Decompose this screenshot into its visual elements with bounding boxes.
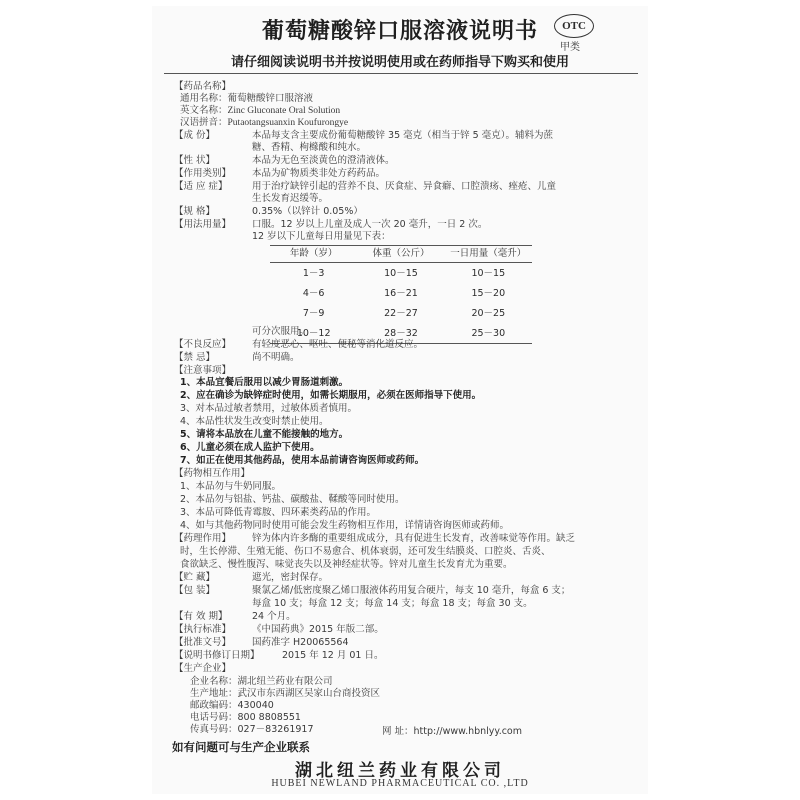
- english-name-value: Zinc Gluconate Oral Solution: [227, 106, 341, 116]
- list-item: 4、如与其他药物同时使用可能会发生药物相互作用，详情请咨询医师或药师。: [180, 520, 510, 531]
- table-row: [270, 286, 532, 301]
- pinyin-value: Putaotangsuanxin Koufurongye: [227, 118, 349, 128]
- company-name-value: 湖北纽兰药业有限公司: [237, 676, 333, 687]
- category-value: 本品为矿物质类非处方药药品。: [252, 168, 386, 179]
- list-item: 3、对本品过敏者禁用，过敏体质者慎用。: [180, 403, 358, 414]
- usage-row: [174, 219, 487, 231]
- company-name-label: 企业名称：: [190, 676, 238, 687]
- properties-row: [174, 155, 395, 167]
- interactions-label: 【药物相互作用】: [174, 468, 251, 479]
- precautions-label: 【注意事项】: [174, 365, 232, 376]
- composition-line2: 糖、香精、枸橼酸和纯水。: [252, 142, 367, 153]
- web-row: [382, 726, 522, 738]
- list-item: 6、儿童必须在成人监护下使用。: [180, 442, 320, 453]
- storage-row: [174, 572, 328, 584]
- indications-line1: 用于治疗缺锌引起的营养不良、厌食症、异食癖、口腔溃疡、痤疮、儿童: [252, 181, 557, 192]
- properties-label: 【性 状】: [174, 155, 216, 166]
- list-item: 7、如正在使用其他药品，使用本品前请咨询医师或药师。: [180, 455, 425, 466]
- address-label: 生产地址：: [190, 688, 238, 699]
- table-cell: 20－25: [471, 308, 506, 319]
- spec-row: [174, 206, 363, 218]
- standard-label: 【执行标准】: [174, 624, 232, 635]
- company-name-english: HUBEI NEWLAND PHARMACEUTICAL CO. ,LTD: [271, 778, 529, 789]
- pharmacology-line3: 食欲缺乏、慢性腹泻、味觉丧失以及神经症状等。锌对儿童生长发育尤为重要。: [180, 559, 513, 570]
- generic-name-value: 葡萄糖酸锌口服溶液: [227, 93, 314, 104]
- usage-label: 【用法用量】: [174, 219, 232, 230]
- approval-row: [174, 637, 349, 649]
- list-item: 2、应在确诊为缺锌症时使用，如需长期服用，必须在医师指导下使用。: [180, 390, 482, 401]
- approval-value: 国药准字 H20065564: [252, 637, 349, 648]
- revision-value: 2015 年 12 月 01 日。: [282, 650, 384, 661]
- pinyin-row: [180, 117, 348, 129]
- spec-label: 【规 格】: [174, 206, 216, 217]
- header-weight: 体重（公斤）: [372, 248, 430, 259]
- otc-class-label: 甲类: [560, 42, 580, 53]
- list-item: 1、本品勿与牛奶同服。: [180, 481, 282, 492]
- list-item: 3、本品可降低青霉胺、四环素类药品的作用。: [180, 507, 377, 518]
- spec-value: 0.35%（以锌计 0.05%）: [252, 206, 363, 217]
- fax-row: [190, 724, 314, 736]
- adverse-value: 有轻度恶心、呕吐、便秘等消化道反应。: [252, 339, 424, 350]
- english-name-row: [180, 105, 340, 117]
- validity-label: 【有 效 期】: [174, 611, 228, 622]
- dosage-table-header: [270, 246, 532, 263]
- header-age: 年龄（岁）: [289, 248, 338, 259]
- generic-name-label: 通用名称：: [180, 93, 228, 104]
- list-item: 5、请将本品放在儿童不能接触的地方。: [180, 429, 349, 440]
- table-cell: 22－27: [384, 308, 418, 319]
- generic-name-row: [180, 93, 313, 105]
- address-value: 武汉市东西湖区吴家山台商投资区: [237, 688, 381, 699]
- fax-label: 传真号码：: [190, 724, 238, 735]
- contra-value: 尚不明确。: [252, 352, 300, 363]
- pinyin-label: 汉语拼音：: [180, 117, 228, 128]
- approval-label: 【批准文号】: [174, 637, 232, 648]
- properties-value: 本品为无色至淡黄色的澄清液体。: [252, 155, 395, 166]
- revision-row: [174, 650, 383, 662]
- leaflet-page: [152, 6, 648, 794]
- table-cell: 10－12: [296, 328, 331, 339]
- phone-row: [190, 712, 301, 724]
- table-cell: 4－6: [302, 288, 325, 299]
- package-line2: 每盒 10 支；每盒 12 支；每盒 14 支；每盒 18 支；每盒 30 支。: [252, 598, 533, 609]
- usage-after-table: 可分次服用。: [252, 326, 310, 337]
- zip-value: 430040: [237, 700, 274, 711]
- list-item: 1、本品宜餐后服用以减少胃肠道刺激。: [180, 377, 349, 388]
- standard-value: 《中国药典》2015 年版二部。: [252, 624, 384, 635]
- category-row: [174, 168, 385, 180]
- usage-line1: 口服。12 岁以上儿童及成人一次 20 毫升，一日 2 次。: [252, 219, 488, 230]
- pharmacology-row: [174, 533, 575, 545]
- company-name-footer: 湖北纽兰药业有限公司: [295, 761, 505, 781]
- storage-value: 遮光，密封保存。: [252, 572, 329, 583]
- manufacturer-label: 【生产企业】: [174, 663, 232, 674]
- composition-line1: 本品每支含主要成份葡萄糖酸锌 35 毫克（相当于锌 5 毫克）。辅料为蔗: [252, 130, 553, 141]
- zip-row: [190, 700, 274, 712]
- indications-row: [174, 181, 556, 193]
- english-name-label: 英文名称：: [180, 105, 228, 116]
- phone-label: 电话号码：: [190, 712, 238, 723]
- table-cell: 1－3: [302, 268, 325, 279]
- list-item: 4、本品性状发生改变时禁止使用。: [180, 416, 329, 427]
- validity-row: [174, 611, 296, 623]
- table-cell: 10－15: [384, 268, 418, 279]
- zip-label: 邮政编码：: [190, 700, 238, 711]
- fax-value: 027－83261917: [237, 724, 314, 735]
- standard-row: [174, 624, 384, 636]
- storage-label: 【贮 藏】: [174, 572, 216, 583]
- contra-label: 【禁 忌】: [174, 352, 216, 363]
- pharmacology-line1: 锌为体内许多酶的重要组成成分，具有促进生长发育，改善味觉等作用。缺乏: [252, 533, 576, 544]
- composition-label: 【成 份】: [174, 130, 216, 141]
- leaflet-title: 葡萄糖酸锌口服溶液说明书: [261, 19, 538, 44]
- composition-row: [174, 130, 553, 142]
- revision-label: 【说明书修订日期】: [174, 650, 260, 661]
- table-cell: 7－9: [302, 308, 325, 319]
- table-row: [270, 266, 532, 281]
- phone-value: 800 8808551: [237, 712, 301, 723]
- leaflet-subtitle: 请仔细阅读说明书并按说明使用或在药师指导下购买和使用: [230, 55, 569, 70]
- table-cell: 16－21: [384, 288, 418, 299]
- address-row: [190, 688, 380, 700]
- table-cell: 28－32: [384, 328, 418, 339]
- indications-label: 【适 应 症】: [174, 181, 228, 192]
- package-label: 【包 装】: [174, 585, 216, 596]
- section-drug-name: 【药品名称】: [174, 81, 232, 92]
- package-row: [174, 585, 570, 597]
- top-divider: [164, 73, 638, 74]
- table-cell: 15－20: [471, 288, 506, 299]
- dosage-table: [270, 245, 532, 344]
- contra-row: [174, 352, 300, 364]
- usage-line2: 12 岁以下儿童每日用量见下表：: [252, 231, 391, 242]
- contact-note: 如有问题可与生产企业联系: [172, 740, 310, 754]
- company-name-row: [190, 676, 333, 688]
- header-daily-dose: 一日用量（毫升）: [450, 248, 527, 259]
- list-item: 2、本品勿与铝盐、钙盐、碳酸盐、鞣酸等同时使用。: [180, 494, 405, 505]
- pharmacology-line2: 时，生长停滞、生殖无能、伤口不易愈合、机体衰弱，还可发生结膜炎、口腔炎、舌炎、: [180, 546, 551, 557]
- table-cell: 10－15: [471, 268, 506, 279]
- package-line1: 聚氯乙烯/低密度聚乙烯口服液体药用复合硬片，每支 10 毫升，每盒 6 支；: [252, 585, 571, 596]
- table-row: [270, 306, 532, 321]
- adverse-label: 【不良反应】: [174, 339, 232, 350]
- adverse-row: [174, 339, 423, 351]
- web-value: http://www.hbnlyy.com: [413, 726, 523, 737]
- category-label: 【作用类别】: [174, 168, 232, 179]
- validity-value: 24 个月。: [252, 611, 296, 622]
- otc-badge: OTC: [554, 14, 594, 38]
- indications-line2: 生长发育迟缓等。: [252, 193, 329, 204]
- pharmacology-label: 【药理作用】: [174, 533, 232, 544]
- web-label: 网 址：: [382, 726, 414, 737]
- table-cell: 25－30: [471, 328, 506, 339]
